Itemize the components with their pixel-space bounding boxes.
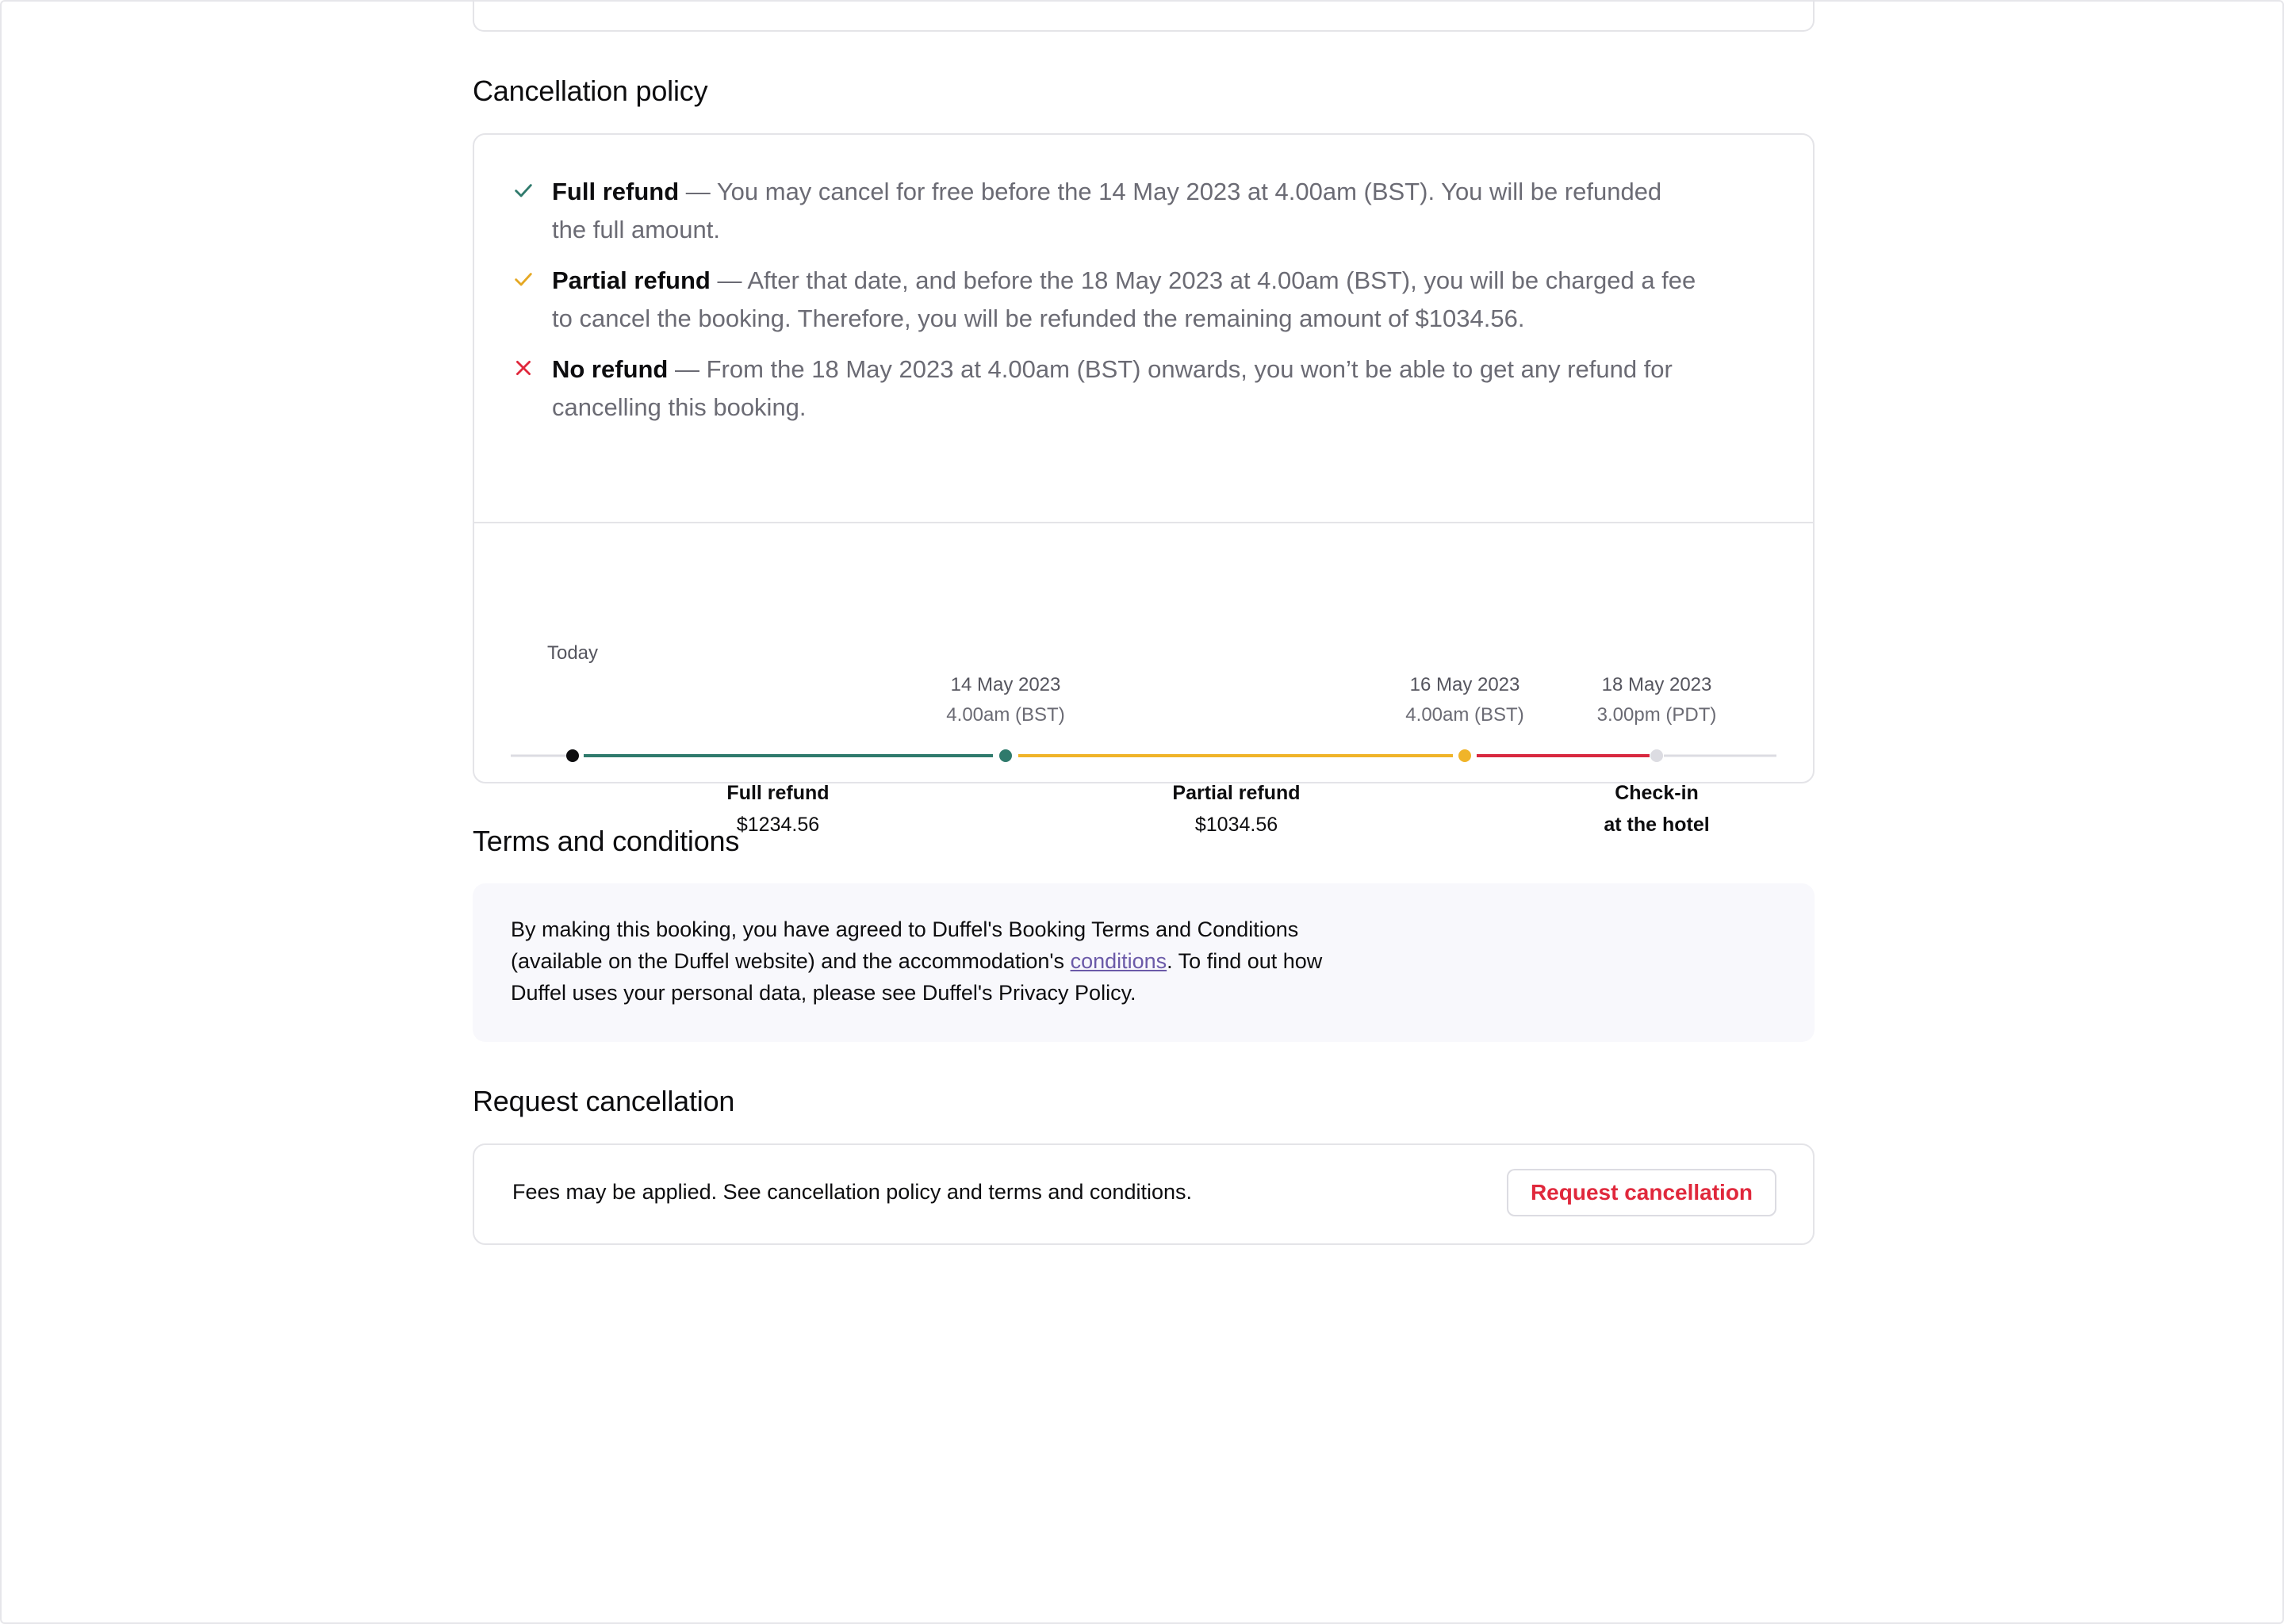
cancellation-policy-heading: Cancellation policy <box>473 75 708 107</box>
request-cancellation-heading: Request cancellation <box>473 1085 735 1117</box>
timeline-marker-16-may <box>1458 749 1471 762</box>
segment-title: Check-in <box>1615 782 1699 804</box>
previous-section-card <box>473 0 1815 32</box>
policy-title: Full refund <box>552 178 680 205</box>
timeline-date: 16 May 2023 <box>1409 674 1520 695</box>
conditions-link[interactable]: conditions <box>1070 949 1167 973</box>
terms-text-before: By making this booking, you have agreed to Duffel's Booking Terms and Conditions (available on the Duffel website) and the accommodation's <box>511 917 1299 973</box>
timeline-point-18-may <box>1597 674 1717 726</box>
timeline-marker-today <box>566 749 579 762</box>
segment-title: Full refund <box>726 782 830 804</box>
check-icon <box>512 268 535 290</box>
request-cancellation-button[interactable]: Request cancellation <box>1507 1169 1776 1216</box>
segment-amount: $1034.56 <box>1194 814 1278 836</box>
terms-box <box>473 883 1815 1042</box>
timeline-time: Today <box>546 642 599 664</box>
cancellation-policy-card <box>473 133 1815 836</box>
policy-item-no-refund <box>512 350 1702 427</box>
timeline-time: 4.00am (BST) <box>1405 704 1524 726</box>
cross-icon <box>512 357 535 379</box>
fees-note: Fees may be applied. See cancellation policy and terms and conditions. <box>512 1180 1192 1204</box>
request-cancellation-card <box>473 1143 1815 1245</box>
policy-title: No refund <box>552 355 669 383</box>
check-icon <box>512 179 535 201</box>
timeline-point-14-may <box>946 674 1064 726</box>
timeline-point-16-may <box>1405 674 1523 726</box>
timeline-point-today <box>547 642 598 665</box>
segment-title: Partial refund <box>1172 782 1301 804</box>
timeline-time: 3.00pm (PDT) <box>1596 704 1717 726</box>
policy-title: Partial refund <box>552 266 711 294</box>
refund-policy-list <box>512 173 1702 427</box>
policy-description: — You may cancel for free before the 14 May 2023 at 4.00am (BST). You will be refunded the full amount. <box>552 178 1662 243</box>
terms-text <box>511 914 1367 1009</box>
timeline-marker-18-may <box>1650 749 1663 762</box>
refund-timeline <box>474 523 1813 841</box>
timeline-segment-label-full-refund <box>726 777 829 841</box>
timeline-time: 4.00am (BST) <box>946 704 1065 726</box>
segment-subtitle: at the hotel <box>1604 814 1710 836</box>
timeline-segment-label-check-in <box>1604 777 1709 841</box>
policy-description: — After that date, and before the 18 May 2023 at 4.00am (BST), you will be charged a fee to cancel the booking. Therefore, you will be refunded the remaining amount of $1034.56. <box>552 266 1696 332</box>
terms-text-after: . To find out how Duffel uses your personal data, please see Duffel's Privacy Policy. <box>511 949 1323 1005</box>
timeline-date: 14 May 2023 <box>950 674 1061 695</box>
terms-heading: Terms and conditions <box>473 825 740 857</box>
timeline-marker-14-may <box>999 749 1012 762</box>
policy-item-full-refund <box>512 173 1702 249</box>
policy-description: — From the 18 May 2023 at 4.00am (BST) onwards, you won’t be able to get any refund for cancelling this booking. <box>552 355 1673 421</box>
segment-amount: $1234.56 <box>736 814 820 836</box>
timeline-segment-label-partial-refund <box>1172 777 1300 841</box>
timeline-date: 18 May 2023 <box>1601 674 1712 695</box>
policy-item-partial-refund <box>512 262 1702 338</box>
